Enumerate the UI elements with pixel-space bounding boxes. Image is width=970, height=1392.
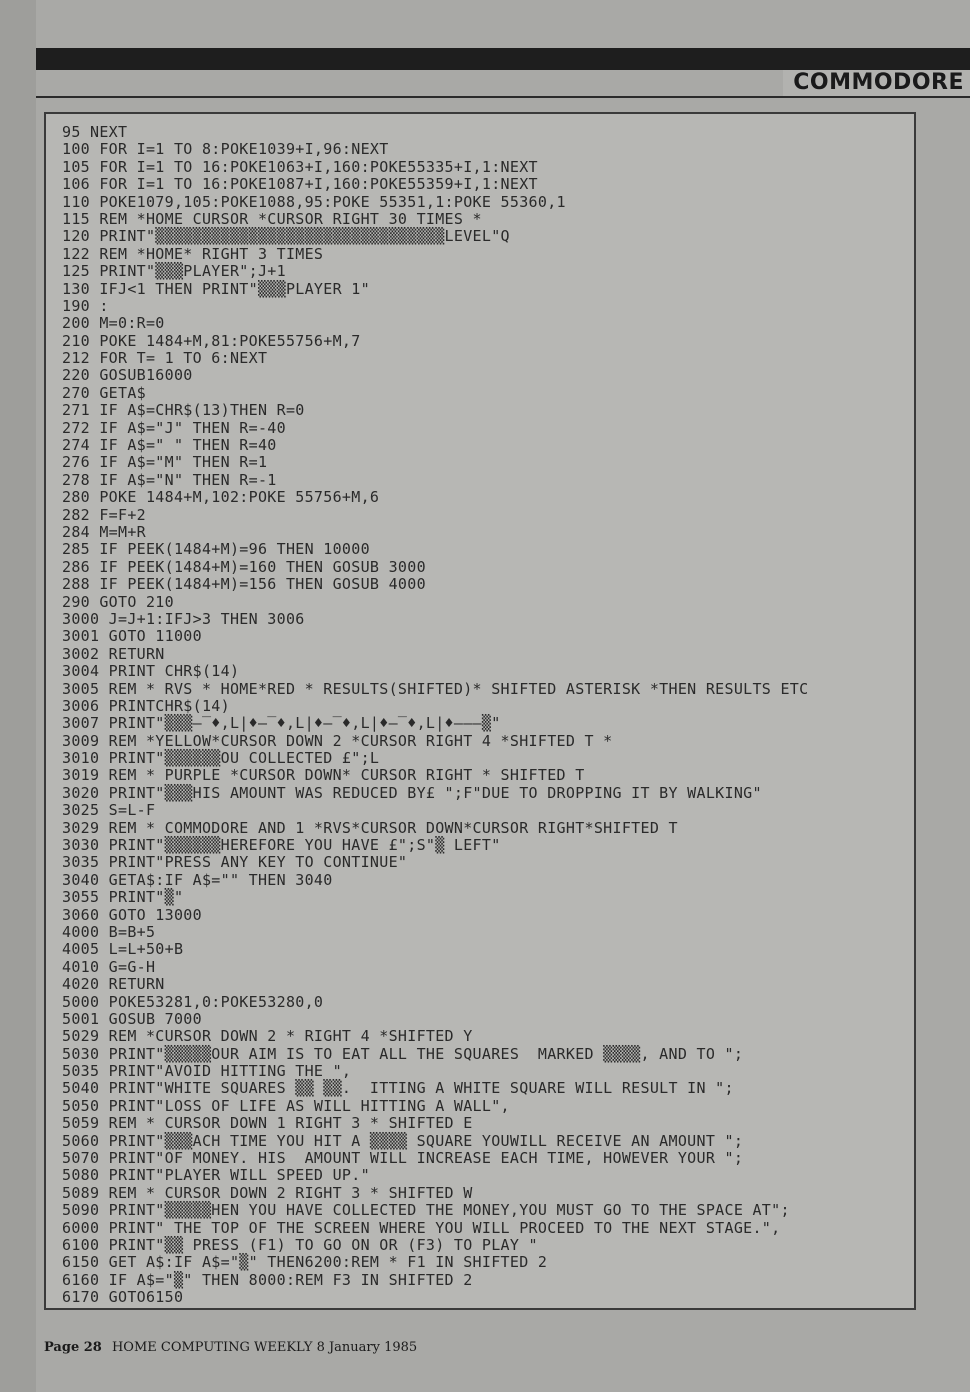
code-line: 210 POKE 1484+M,81:POKE55756+M,7 — [62, 331, 361, 350]
code-line: 3007 PRINT"▒▒▒—‾♦,L|♦—‾♦,L|♦—‾♦,L|♦—‾♦,L|♦———▒" — [62, 714, 501, 733]
header-rule — [36, 96, 970, 98]
code-line: 212 FOR T= 1 TO 6:NEXT — [62, 349, 268, 368]
code-line: 5070 PRINT"OF MONEY. HIS AMOUNT WILL INCREASE EACH TIME, HOWEVER YOUR "; — [62, 1149, 744, 1168]
code-line: 272 IF A$="J" THEN R=-40 — [62, 418, 286, 437]
code-line: 5050 PRINT"LOSS OF LIFE AS WILL HITTING A WALL", — [62, 1096, 510, 1115]
code-line: 5000 POKE53281,0:POKE53280,0 — [62, 992, 324, 1011]
code-line: 4010 G=G-H — [62, 957, 156, 976]
code-line: 286 IF PEEK(1484+M)=160 THEN GOSUB 3000 — [62, 557, 426, 576]
code-line: 3001 GOTO 11000 — [62, 627, 202, 646]
code-line: 285 IF PEEK(1484+M)=96 THEN 10000 — [62, 540, 370, 559]
code-line: 4020 RETURN — [62, 975, 165, 994]
code-line: 3010 PRINT"▒▒▒▒▒▒OU COLLECTED £";L — [62, 749, 380, 768]
code-line: 3029 REM * COMMODORE AND 1 *RVS*CURSOR DOWN*CURSOR RIGHT*SHIFTED T — [62, 818, 678, 837]
code-line: 200 M=0:R=0 — [62, 314, 165, 333]
page-gutter — [0, 0, 36, 1392]
code-line: 120 PRINT"▒▒▒▒▒▒▒▒▒▒▒▒▒▒▒▒▒▒▒▒▒▒▒▒▒▒▒▒▒▒▒LEVEL"Q — [62, 227, 510, 246]
code-line: 5035 PRINT"AVOID HITTING THE ", — [62, 1062, 352, 1081]
code-line: 6160 IF A$="▒" THEN 8000:REM F3 IN SHIFTED 2 — [62, 1270, 473, 1289]
code-line: 3002 RETURN — [62, 644, 165, 663]
code-line: 3055 PRINT"▒" — [62, 888, 184, 907]
code-line: 5080 PRINT"PLAYER WILL SPEED UP." — [62, 1166, 370, 1185]
code-line: 110 POKE1079,105:POKE1088,95:POKE 55351,1:POKE 55360,1 — [62, 192, 566, 211]
code-line: 3060 GOTO 13000 — [62, 905, 202, 924]
page-number: Page 28 — [44, 1340, 102, 1355]
code-line: 95 NEXT — [62, 123, 128, 141]
code-line: 290 GOTO 210 — [62, 592, 174, 611]
code-line: 4000 B=B+5 — [62, 922, 156, 941]
code-line: 6150 GET A$:IF A$="▒" THEN6200:REM * F1 IN SHIFTED 2 — [62, 1253, 548, 1272]
code-line: 3020 PRINT"▒▒▒HIS AMOUNT WAS REDUCED BY£ ";F"DUE TO DROPPING IT BY WALKING" — [62, 783, 762, 802]
code-line: 5090 PRINT"▒▒▒▒▒HEN YOU HAVE COLLECTED THE MONEY,YOU MUST GO TO THE SPACE AT"; — [62, 1201, 790, 1220]
code-line: 3040 GETA$:IF A$="" THEN 3040 — [62, 870, 333, 889]
issue-date: 8 January 1985 — [316, 1340, 418, 1355]
code-line: 3006 PRINTCHR$(14) — [62, 696, 230, 715]
code-line: 274 IF A$=" " THEN R=40 — [62, 436, 277, 455]
page-footer — [44, 1340, 417, 1355]
code-line: 105 FOR I=1 TO 16:POKE1063+I,160:POKE55335+I,1:NEXT — [62, 157, 538, 176]
code-line: 5059 REM * CURSOR DOWN 1 RIGHT 3 * SHIFTED E — [62, 1114, 473, 1133]
code-line: 190 : — [62, 296, 109, 315]
code-line: 288 IF PEEK(1484+M)=156 THEN GOSUB 4000 — [62, 575, 426, 594]
code-line: 270 GETA$ — [62, 383, 146, 402]
code-line: 6100 PRINT"▒▒ PRESS (F1) TO GO ON OR (F3) TO PLAY " — [62, 1236, 538, 1254]
code-line: 5040 PRINT"WHITE SQUARES ▒▒ ▒▒. ITTING A WHITE SQUARE WILL RESULT IN "; — [62, 1079, 734, 1098]
code-line: 3025 S=L-F — [62, 801, 156, 820]
publication-name: HOME COMPUTING WEEKLY — [111, 1340, 313, 1355]
program-listing-box — [44, 112, 916, 1310]
header-bar — [36, 48, 970, 70]
code-line: 5001 GOSUB 7000 — [62, 1009, 202, 1028]
code-line: 3030 PRINT"▒▒▒▒▒▒HEREFORE YOU HAVE £";S"▒ LEFT" — [62, 836, 501, 855]
code-line: 3004 PRINT CHR$(14) — [62, 662, 240, 681]
code-line: 5030 PRINT"▒▒▒▒▒OUR AIM IS TO EAT ALL THE SQUARES MARKED ▒▒▒▒, AND TO "; — [62, 1044, 744, 1063]
code-line: 122 REM *HOME* RIGHT 3 TIMES — [62, 244, 324, 263]
code-line: 276 IF A$="M" THEN R=1 — [62, 453, 268, 472]
code-line: 278 IF A$="N" THEN R=-1 — [62, 470, 277, 489]
code-line: 3019 REM * PURPLE *CURSOR DOWN* CURSOR RIGHT * SHIFTED T — [62, 766, 585, 785]
code-line: 130 IFJ<1 THEN PRINT"▒▒▒PLAYER 1" — [62, 279, 370, 298]
code-line: 282 F=F+2 — [62, 505, 146, 524]
code-line: 5029 REM *CURSOR DOWN 2 * RIGHT 4 *SHIFTED Y — [62, 1027, 473, 1046]
code-line: 106 FOR I=1 TO 16:POKE1087+I,160:POKE55359+I,1:NEXT — [62, 175, 538, 194]
code-line: 3035 PRINT"PRESS ANY KEY TO CONTINUE" — [62, 853, 408, 872]
code-line: 125 PRINT"▒▒▒PLAYER";J+1 — [62, 262, 286, 281]
section-label: COMMODORE — [783, 70, 970, 96]
code-line: 220 GOSUB16000 — [62, 366, 193, 385]
program-listing — [62, 124, 912, 1307]
code-line: 3005 REM * RVS * HOME*RED * RESULTS(SHIFTED)* SHIFTED ASTERISK *THEN RESULTS ETC — [62, 679, 809, 698]
code-line: 100 FOR I=1 TO 8:POKE1039+I,96:NEXT — [62, 140, 389, 159]
code-line: 280 POKE 1484+M,102:POKE 55756+M,6 — [62, 488, 380, 507]
code-line: 6170 GOTO6150 — [62, 1288, 184, 1307]
code-line: 3000 J=J+1:IFJ>3 THEN 3006 — [62, 609, 305, 628]
code-line: 5089 REM * CURSOR DOWN 2 RIGHT 3 * SHIFTED W — [62, 1183, 473, 1202]
code-line: 271 IF A$=CHR$(13)THEN R=0 — [62, 401, 305, 420]
code-line: 3009 REM *YELLOW*CURSOR DOWN 2 *CURSOR RIGHT 4 *SHIFTED T * — [62, 731, 613, 750]
code-line: 284 M=M+R — [62, 522, 146, 541]
code-line: 6000 PRINT" THE TOP OF THE SCREEN WHERE YOU WILL PROCEED TO THE NEXT STAGE.", — [62, 1218, 781, 1237]
code-line: 115 REM *HOME CURSOR *CURSOR RIGHT 30 TIMES * — [62, 209, 482, 228]
code-line: 4005 L=L+50+B — [62, 940, 184, 959]
code-line: 5060 PRINT"▒▒▒ACH TIME YOU HIT A ▒▒▒▒ SQUARE YOUWILL RECEIVE AN AMOUNT "; — [62, 1131, 744, 1150]
